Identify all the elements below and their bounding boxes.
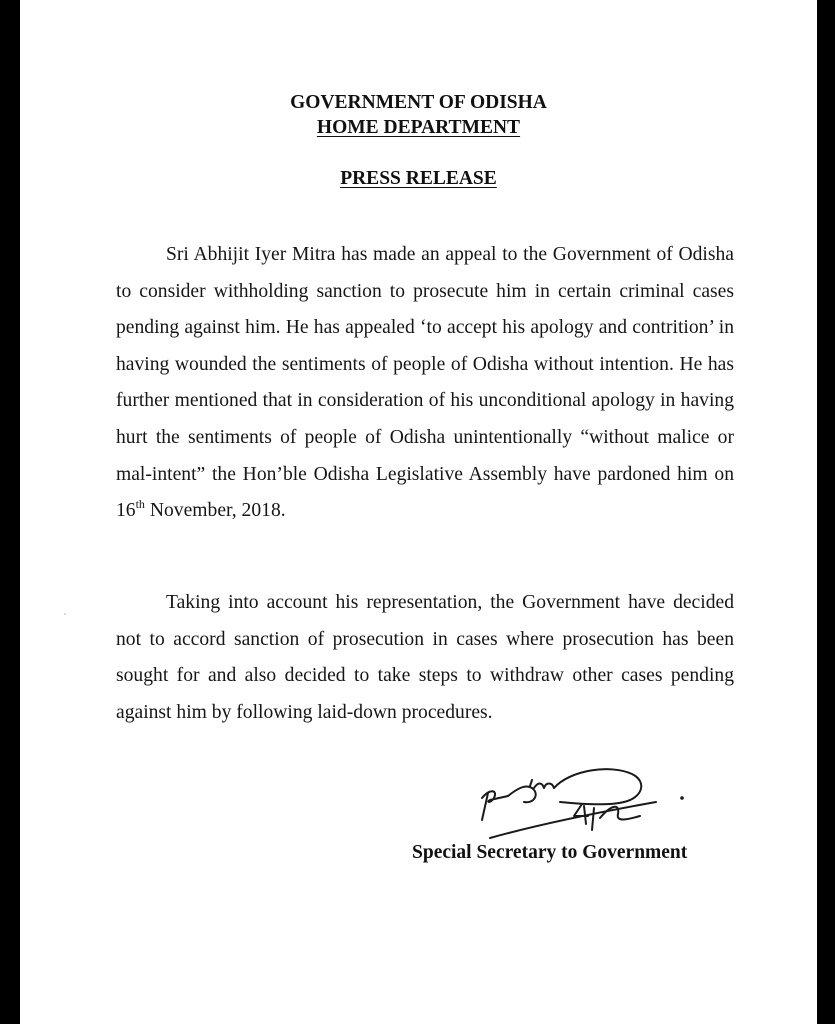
paragraph-appeal-text: Sri Abhijit Iyer Mitra has made an appeal to the Government of Odisha to consider withholding sanction to prosecute him in certain criminal cases pending against him. He has appealed ‘to accept his apology and contrition’ in having wounded the sentiments of people of Odisha without intention. He has further mentioned that in consideration of his unconditional apology in having hurt the sentiments of people of Odisha unintentionally “without malice or mal-intent” the Hon’ble Odisha Legislative Assembly have pardoned him on 16	[116, 244, 734, 522]
header-department	[20, 117, 817, 139]
document-page	[20, 0, 817, 1024]
paragraph-appeal	[116, 237, 734, 530]
header-government: GOVERNMENT OF ODISHA	[290, 92, 547, 113]
press-release-title-text: PRESS RELEASE	[340, 168, 497, 189]
ordinal-suffix: th	[135, 497, 145, 512]
signature-title: Special Secretary to Government	[412, 842, 688, 863]
paragraph-decision: Taking into account his representation, the Government have decided not to accord sanction of prosecution in cases where prosecution has been sought for and also decided to take steps to withdraw other cases pending against him by following laid-down procedures.	[116, 592, 734, 723]
press-release-title	[20, 168, 817, 190]
paragraph-appeal-date: November, 2018.	[144, 500, 286, 522]
header-department-text: HOME DEPARTMENT	[316, 117, 521, 138]
scan-speck	[64, 613, 66, 615]
